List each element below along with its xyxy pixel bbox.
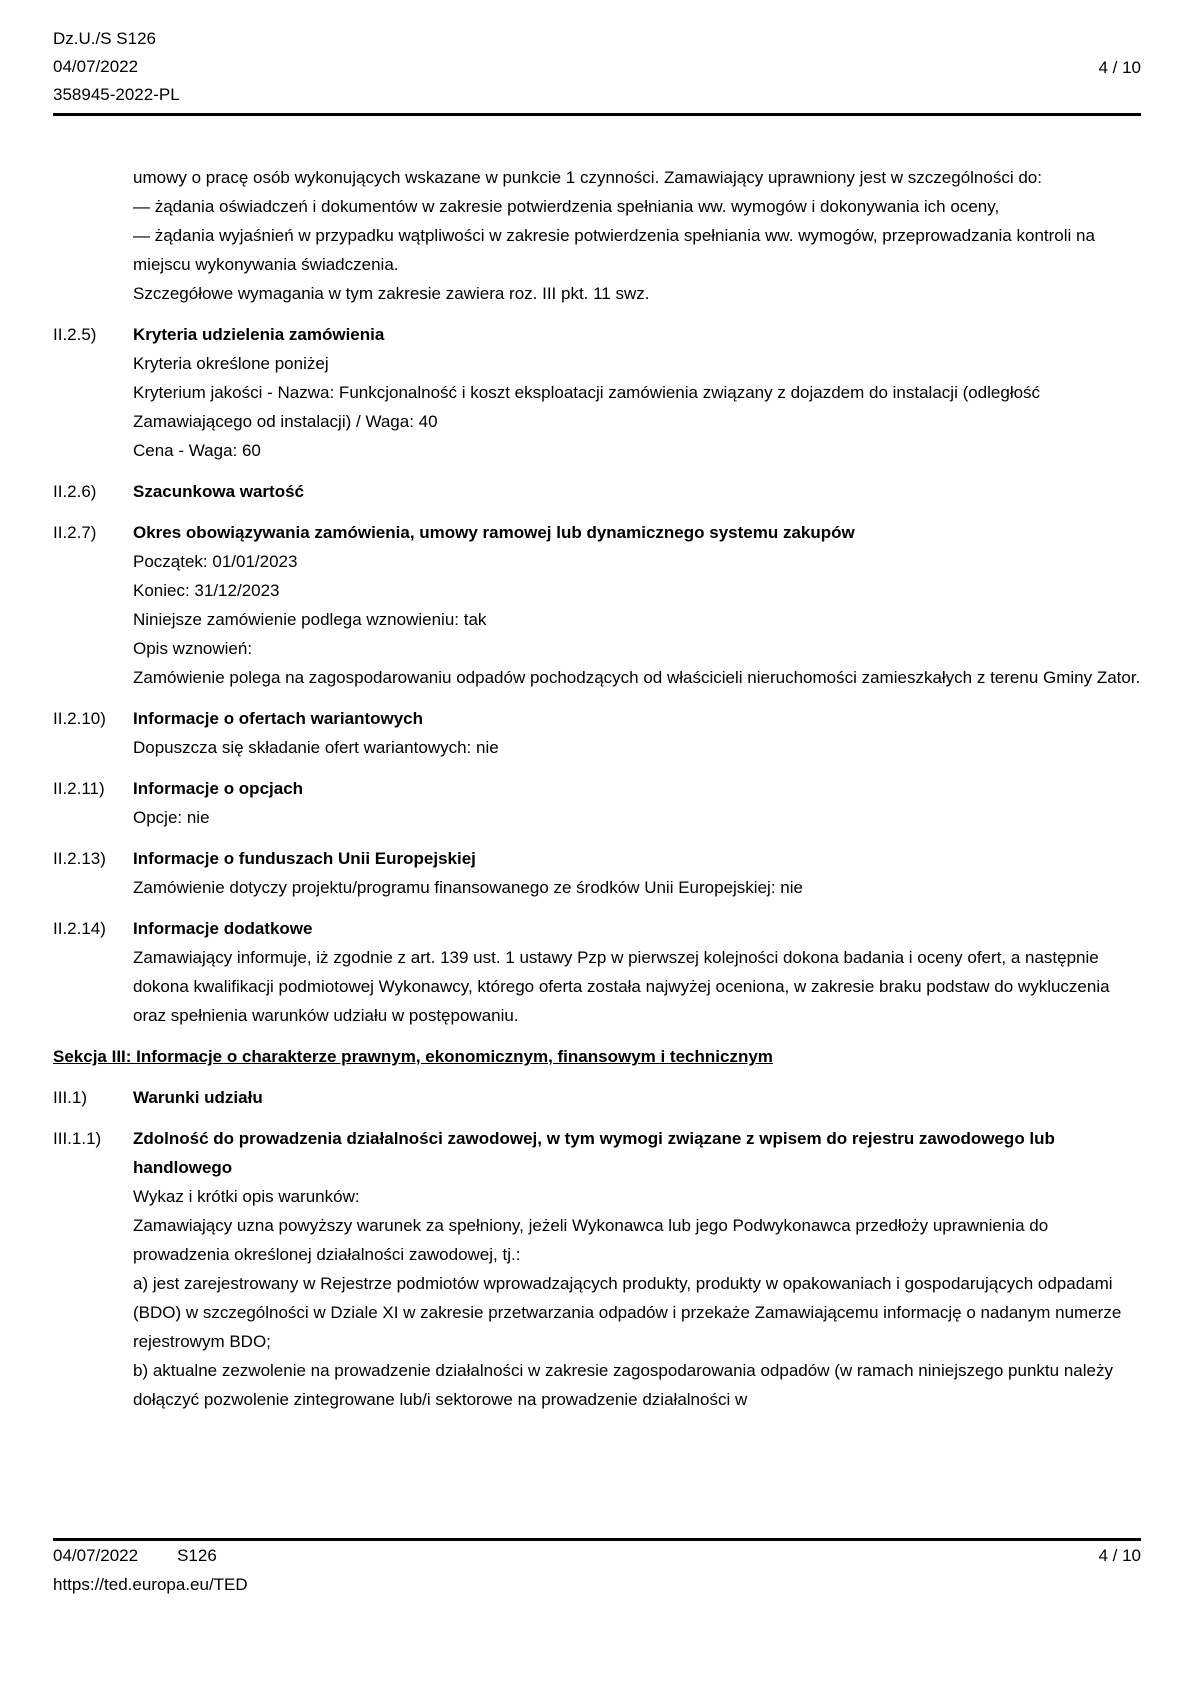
paragraph: Zamówienie dotyczy projektu/programu finansowanego ze środków Unii Europejskiej: nie [133,878,803,897]
section-row [53,320,1141,465]
section-number: II.2.14) [53,919,106,938]
footer-page-number: 4 / 10 [1098,1546,1141,1565]
section-row [53,844,1141,902]
section-content [133,914,1141,1030]
paragraph: Kryterium jakości - Nazwa: Funkcjonalność i koszt eksploatacji zamówienia związany z dojazdem do instalacji (odległość Zamawiającego od instalacji) / Waga: 40 [133,383,1041,431]
section-row [53,518,1141,692]
section-title: Kryteria udzielenia zamówienia [133,325,385,344]
page-footer [53,1538,1141,1599]
paragraph: — żądania oświadczeń i dokumentów w zakresie potwierdzenia spełniania ww. wymogów i dokonywania ich oceny, [133,197,1000,216]
paragraph: Zamawiający uzna powyższy warunek za spełniony, jeżeli Wykonawca lub jego Podwykonawca przedłoży uprawnienia do prowadzenia określonej działalności zawodowej, tj.: [133,1216,1049,1264]
paragraph: — żądania wyjaśnień w przypadku wątpliwości w zakresie potwierdzenia spełniania ww. wymogów, przeprowadzania kontroli na miejscu wykonywania świadczenia. [133,226,1095,274]
section-content [133,518,1141,692]
paragraph: Zamówienie polega na zagospodarowaniu odpadów pochodzących od właścicieli nieruchomości zamieszkałych z terenu Gminy Zator. [133,668,1141,687]
section-row [53,1083,1141,1112]
section-row [53,704,1141,762]
paragraph: Koniec: 31/12/2023 [133,581,280,600]
header-page-number: 4 / 10 [1098,58,1141,77]
header-journal-ref: Dz.U./S S126 [53,29,156,48]
paragraph: Początek: 01/01/2023 [133,552,298,571]
section-title: Okres obowiązywania zamówienia, umowy ramowej lub dynamicznego systemu zakupów [133,523,855,542]
paragraph: Wykaz i krótki opis warunków: [133,1187,360,1206]
paragraph: a) jest zarejestrowany w Rejestrze podmiotów wprowadzających produkty, produkty w opakowaniach i gospodarujących odpadami (BDO) w szczególności w Dziale XI w zakresie przetwarzania odpadów i przekaże Zamawiającemu informację o nadanym numerze rejestrowym BDO; [133,1274,1122,1351]
footer-series: S126 [177,1546,217,1565]
section-number: II.2.11) [53,779,105,798]
page-header [0,0,1191,109]
section-row [53,774,1141,832]
section-content [133,1083,1141,1112]
section-number: II.2.5) [53,325,97,344]
section-title: Informacje o ofertach wariantowych [133,709,424,728]
paragraph: Cena - Waga: 60 [133,441,261,460]
section-number: II.2.10) [53,709,106,728]
section-number: II.2.7) [53,523,97,542]
section-row [53,477,1141,506]
section-number: II.2.6) [53,482,97,501]
section-title: Informacje o opcjach [133,779,304,798]
header-notice-id: 358945-2022-PL [53,85,180,104]
paragraph: b) aktualne zezwolenie na prowadzenie działalności w zakresie zagospodarowania odpadów (w ramach niniejszego punktu należy dołączyć pozwolenie zintegrowane lub/i sektorowe na prowadzenie działalności w [133,1361,1113,1409]
footer-meta [53,1541,1141,1570]
paragraph: Zamawiający informuje, iż zgodnie z art. 139 ust. 1 ustawy Pzp w pierwszej kolejności dokona badania i oceny ofert, a następnie dokona kwalifikacji podmiotowej Wykonawcy, którego oferta została najwyżej oceniona, w zakresie braku podstaw do wykluczenia oraz spełnienia warunków udziału w postępowaniu. [133,948,1110,1025]
section-title: Szacunkowa wartość [133,482,305,501]
paragraph: umowy o pracę osób wykonujących wskazane w punkcie 1 czynności. Zamawiający uprawniony jest w szczególności do: [133,168,1042,187]
paragraph: Szczegółowe wymagania w tym zakresie zawiera roz. III pkt. 11 swz. [133,284,650,303]
paragraph: Niniejsze zamówienie podlega wznowieniu: tak [133,610,487,629]
section-content [133,163,1141,308]
section-row [53,914,1141,1030]
section-heading: Sekcja III: Informacje o charakterze prawnym, ekonomicznym, finansowym i technicznym [53,1047,773,1066]
section-title: Warunki udziału [133,1088,263,1107]
footer-date: 04/07/2022 [53,1546,139,1565]
paragraph: Opis wznowień: [133,639,253,658]
section-title: Informacje o funduszach Unii Europejskiej [133,849,476,868]
continuation-paragraphs [53,163,1141,308]
section-number: III.1.1) [53,1129,102,1148]
section-content [133,477,1141,506]
section-content [133,1124,1141,1414]
section-row [53,1124,1141,1414]
section-title: Zdolność do prowadzenia działalności zawodowej, w tym wymogi związane z wpisem do rejestru zawodowego lub handlowego [133,1129,1055,1177]
header-divider [53,113,1141,116]
section-number: II.2.13) [53,849,106,868]
section-content [133,774,1141,832]
footer-url: https://ted.europa.eu/TED [53,1575,248,1594]
section-content [133,320,1141,465]
paragraph: Kryteria określone poniżej [133,354,329,373]
section-title: Informacje dodatkowe [133,919,313,938]
paragraph: Dopuszcza się składanie ofert wariantowych: nie [133,738,499,757]
section-number: III.1) [53,1088,88,1107]
header-date: 04/07/2022 [53,57,139,76]
section-content [133,844,1141,902]
paragraph: Opcje: nie [133,808,210,827]
document-body [0,163,1191,1414]
section-content [133,704,1141,762]
header-meta [53,25,180,109]
